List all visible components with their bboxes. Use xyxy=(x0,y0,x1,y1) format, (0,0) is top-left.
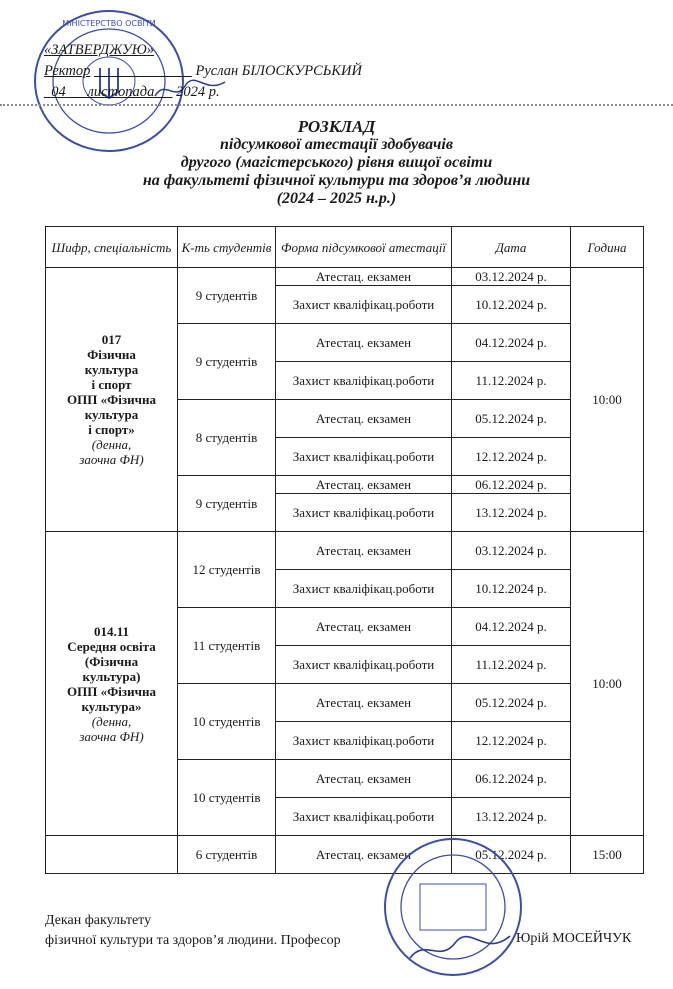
specialty-cell-017 xyxy=(46,268,178,532)
spec-name-line: (Фізична xyxy=(84,653,139,669)
spec-mode-line: (денна, xyxy=(91,713,132,729)
form-cell: Захист кваліфікац.роботи xyxy=(276,362,452,400)
approval-day: 04 xyxy=(51,84,66,100)
table-header-row xyxy=(46,227,644,268)
dean-signature xyxy=(405,928,515,968)
form-cell: Атестац. екзамен xyxy=(276,532,452,570)
time-cell: 10:00 xyxy=(571,268,644,532)
table-row xyxy=(46,532,644,570)
dean-title-line-1: Декан факультету xyxy=(45,913,152,928)
time-cell: 10:00 xyxy=(571,532,644,836)
title-line-3: другого (магістерського) рівня вищої освіти xyxy=(180,154,493,171)
empty-cell xyxy=(46,836,178,874)
form-cell: Захист кваліфікац.роботи xyxy=(276,438,452,476)
form-cell: Захист кваліфікац.роботи xyxy=(276,570,452,608)
spec-code: 014.11 xyxy=(93,623,130,639)
count-cell: 9 студентів xyxy=(178,324,276,400)
date-cell: 05.12.2024 р. xyxy=(452,836,571,874)
header-specialty: Шифр, спеціальність xyxy=(46,227,178,268)
rector-name: Руслан БІЛОСКУРСЬКИЙ xyxy=(195,63,362,79)
spec-mode-line: заочна ФН) xyxy=(79,728,144,744)
spec-mode-line: (денна, xyxy=(91,437,132,452)
date-cell: 13.12.2024 р. xyxy=(452,798,571,836)
approval-year: 2024 р. xyxy=(176,84,220,100)
dean-title-line-2: фізичної культури та здоров’я людини. Професор xyxy=(45,933,341,948)
count-cell: 6 студентів xyxy=(178,836,276,874)
schedule-table xyxy=(45,226,644,874)
spec-name-line: культура» xyxy=(81,698,142,714)
svg-text:МІНІСТЕРСТВО ОСВІТИ: МІНІСТЕРСТВО ОСВІТИ xyxy=(62,19,156,28)
date-cell: 04.12.2024 р. xyxy=(452,324,571,362)
date-cell: 12.12.2024 р. xyxy=(452,722,571,760)
table-row xyxy=(46,836,644,874)
date-cell: 13.12.2024 р. xyxy=(452,494,571,532)
date-cell: 06.12.2024 р. xyxy=(452,760,571,798)
spec-code: 017 xyxy=(101,332,122,347)
header-time: Година xyxy=(571,227,644,268)
form-cell: Атестац. екзамен xyxy=(276,608,452,646)
form-cell: Атестац. екзамен xyxy=(276,324,452,362)
form-cell: Атестац. екзамен xyxy=(276,400,452,438)
count-cell: 9 студентів xyxy=(178,476,276,532)
time-cell: 15:00 xyxy=(571,836,644,874)
count-cell: 10 студентів xyxy=(178,760,276,836)
spec-name-line: Середня освіта xyxy=(67,638,156,654)
date-cell: 05.12.2024 р. xyxy=(452,684,571,722)
date-cell: 10.12.2024 р. xyxy=(452,570,571,608)
dean-name: Юрій МОСЕЙЧУК xyxy=(516,931,632,946)
form-cell: Захист кваліфікац.роботи xyxy=(276,646,452,684)
approval-block xyxy=(44,40,362,103)
form-cell: Атестац. екзамен xyxy=(276,684,452,722)
document-title xyxy=(0,118,673,208)
form-cell: Захист кваліфікац.роботи xyxy=(276,798,452,836)
date-cell: 12.12.2024 р. xyxy=(452,438,571,476)
date-cell: 11.12.2024 р. xyxy=(452,646,571,684)
form-cell: Атестац. екзамен xyxy=(276,268,452,286)
title-line-4: на факультеті фізичної культури та здоров’я людини xyxy=(142,172,531,189)
approval-date xyxy=(44,82,362,103)
date-cell: 03.12.2024 р. xyxy=(452,532,571,570)
title-line-5: (2024 – 2025 н.р.) xyxy=(276,190,397,207)
date-cell: 05.12.2024 р. xyxy=(452,400,571,438)
form-cell: Атестац. екзамен xyxy=(276,476,452,494)
spec-mode-line: заочна ФН) xyxy=(79,452,144,467)
date-cell: 10.12.2024 р. xyxy=(452,286,571,324)
approval-heading: «ЗАТВЕРДЖУЮ» xyxy=(44,42,154,58)
date-cell: 04.12.2024 р. xyxy=(452,608,571,646)
spec-name-line: Фізична xyxy=(87,347,136,362)
form-cell: Захист кваліфікац.роботи xyxy=(276,286,452,324)
count-cell: 8 студентів xyxy=(178,400,276,476)
title-line-2: підсумкової атестації здобувачів xyxy=(220,136,453,153)
form-cell: Атестац. екзамен xyxy=(276,836,452,874)
dotted-divider xyxy=(0,104,673,108)
count-cell: 10 студентів xyxy=(178,684,276,760)
count-cell: 11 студентів xyxy=(178,608,276,684)
date-cell: 11.12.2024 р. xyxy=(452,362,571,400)
approval-month: листопада xyxy=(87,84,155,100)
count-cell: 12 студентів xyxy=(178,532,276,608)
date-cell: 06.12.2024 р. xyxy=(452,476,571,494)
spec-name-line: культура xyxy=(84,407,139,422)
form-cell: Захист кваліфікац.роботи xyxy=(276,722,452,760)
rector-line xyxy=(44,61,362,82)
form-cell: Атестац. екзамен xyxy=(276,760,452,798)
signature-block xyxy=(45,911,341,951)
spec-name-line: і спорт xyxy=(91,377,132,392)
header-count: К-ть студентів xyxy=(178,227,276,268)
specialty-cell-014-11 xyxy=(46,532,178,836)
form-cell: Захист кваліфікац.роботи xyxy=(276,494,452,532)
spec-name-line: ОПП «Фізична xyxy=(67,683,156,699)
table-row xyxy=(46,268,644,286)
count-cell: 9 студентів xyxy=(178,268,276,324)
title-line-1: РОЗКЛАД xyxy=(297,117,376,136)
spec-name-line: ОПП «Фізична xyxy=(67,392,156,407)
header-form: Форма підсумкової атестації xyxy=(276,227,452,268)
header-date: Дата xyxy=(452,227,571,268)
rector-label: Ректор xyxy=(44,63,91,79)
date-cell: 03.12.2024 р. xyxy=(452,268,571,286)
spec-name-line: культура) xyxy=(82,668,141,684)
spec-name-line: і спорт» xyxy=(88,422,135,437)
spec-name-line: культура xyxy=(84,362,139,377)
